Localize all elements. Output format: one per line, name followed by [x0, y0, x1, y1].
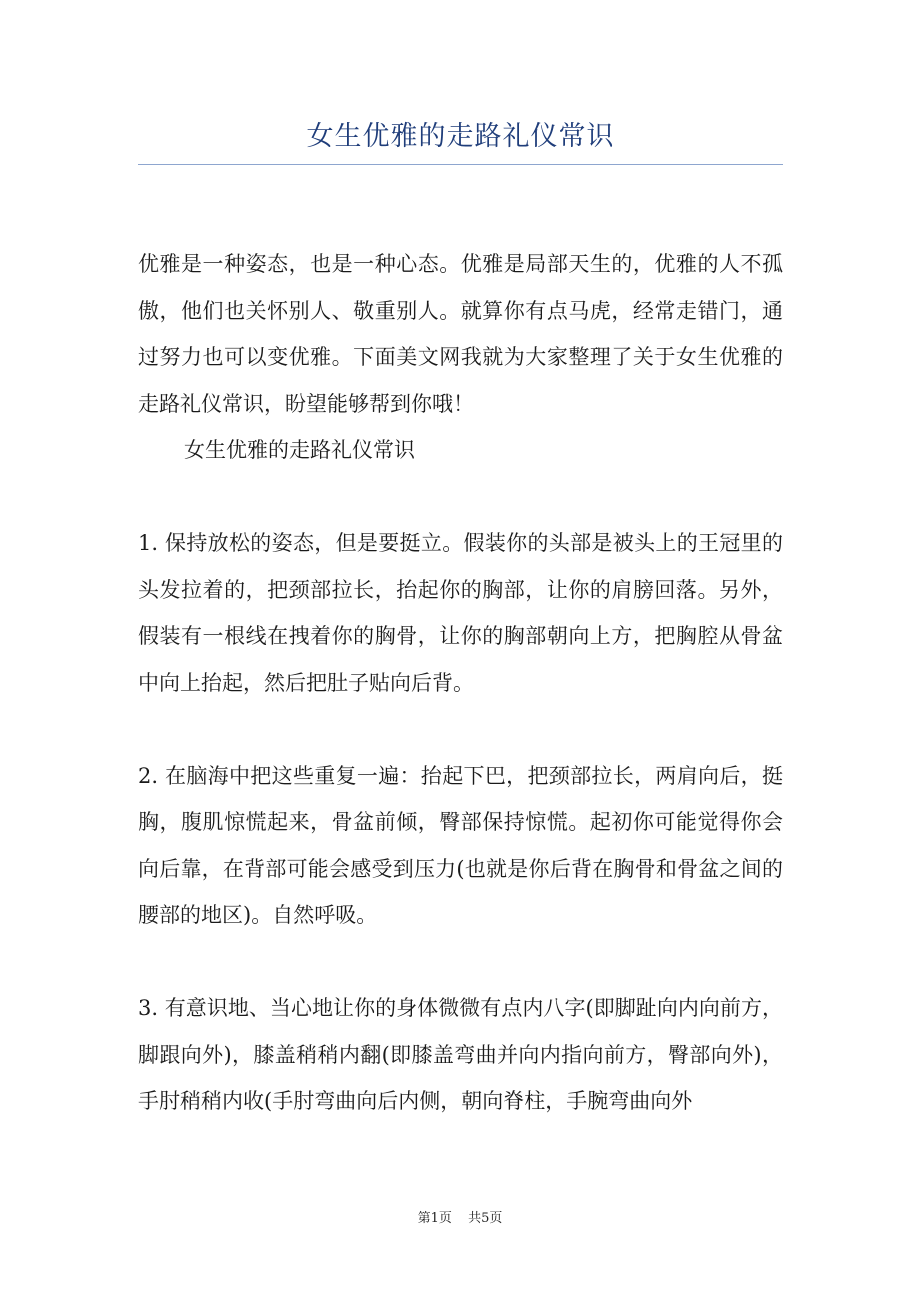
document-title: 女生优雅的走路礼仪常识	[306, 121, 615, 152]
body-paragraph-1: 1. 保持放松的姿态，但是要挺立。假装你的头部是被头上的王冠里的头发拉着的，把颈部拉长，抬起你的胸部，让你的肩膀回落。另外，假装有一根线在拽着你的胸骨，让你的胸部朝向上方，把胸腔从骨盆中向上抬起，然后把肚子贴向后背。	[138, 531, 783, 695]
paragraph-spacer	[138, 706, 783, 753]
page-footer	[0, 1207, 920, 1226]
document-body	[138, 241, 783, 1125]
paragraph-spacer	[138, 939, 783, 986]
section-subheading: 女生优雅的走路礼仪常识	[184, 438, 415, 462]
page-number-total: 共5页	[468, 1211, 503, 1226]
body-paragraph-3: 3. 有意识地、当心地让你的身体微微有点内八字(即脚趾向内向前方，脚跟向外)，膝盖稍稍内翻(即膝盖弯曲并向内指向前方，臀部向外)，手肘稍稍内收(手肘弯曲向后内侧，朝向脊柱，手腕弯曲向外	[138, 996, 783, 1113]
page-number-current: 第1页	[417, 1211, 452, 1226]
body-paragraph-2: 2. 在脑海中把这些重复一遍：抬起下巴，把颈部拉长，两肩向后，挺胸，腹肌惊慌起来，骨盆前倾，臀部保持惊慌。起初你可能觉得你会向后靠，在背部可能会感受到压力(也就是你后背在胸骨和骨盆之间的腰部的地区)。自然呼吸。	[138, 763, 783, 927]
title-divider	[138, 164, 783, 165]
paragraph-spacer	[138, 474, 783, 521]
intro-paragraph: 优雅是一种姿态，也是一种心态。优雅是局部天生的，优雅的人不孤傲，他们也关怀别人、敬重别人。就算你有点马虎，经常走错门，通过努力也可以变优雅。下面美文网我就为大家整理了关于女生优雅的走路礼仪常识，盼望能够帮到你哦！	[138, 252, 783, 416]
